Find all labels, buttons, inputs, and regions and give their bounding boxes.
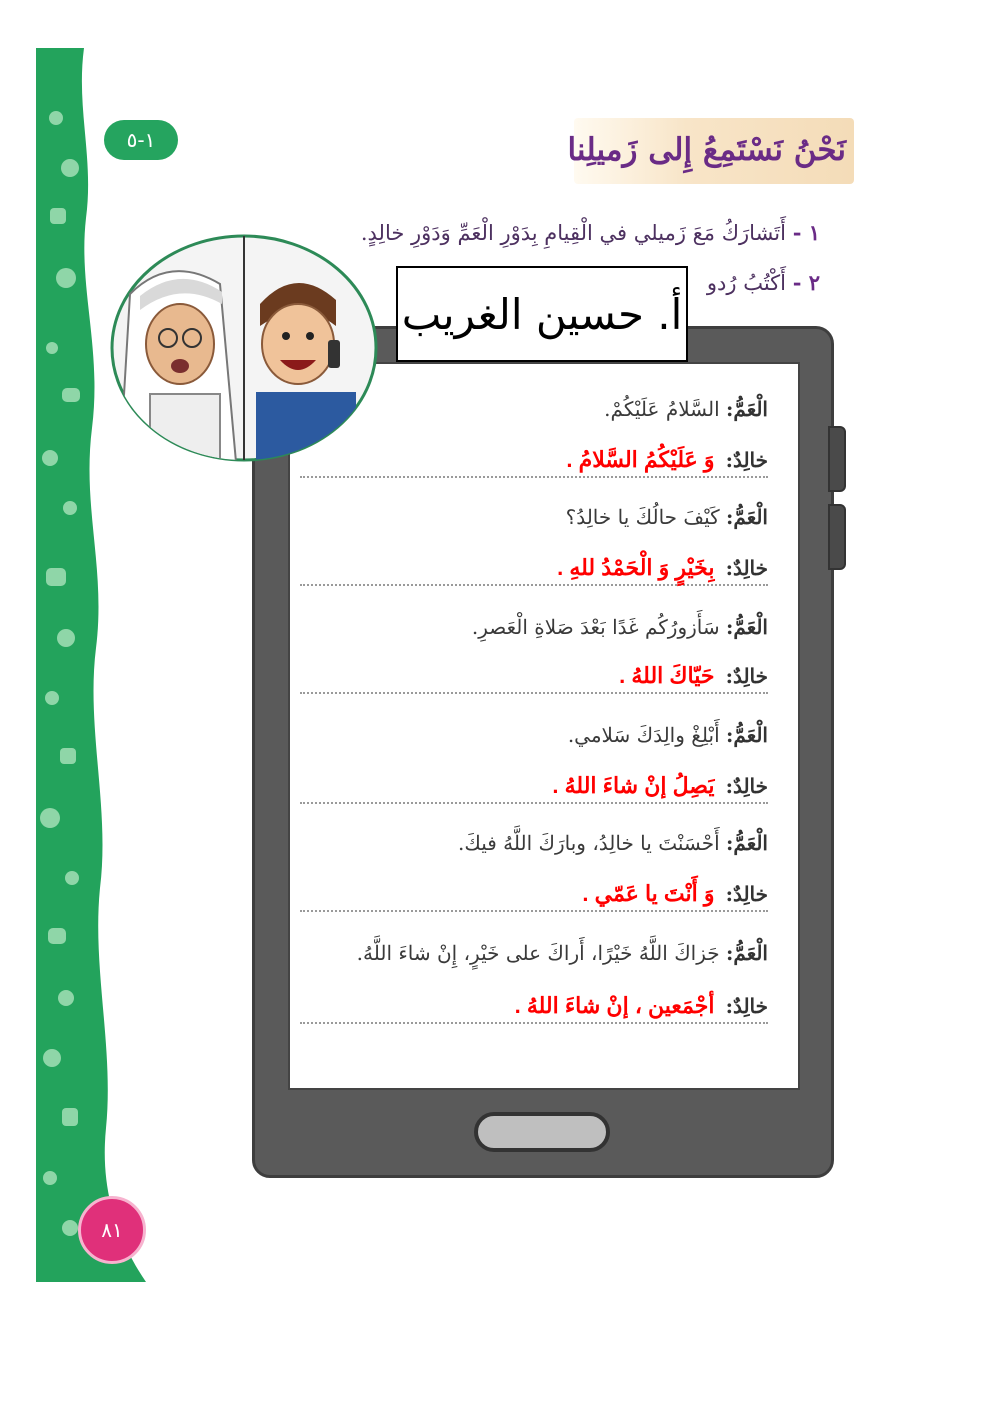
speaker-label: خالِدٌ: [725, 994, 768, 1018]
dialogue-line-uncle [300, 612, 768, 642]
dialogue-text: كَيْفَ حالُكَ يا خالِدُ؟ [565, 505, 720, 529]
instruction-text: أَكْتُبُ رُدو [706, 271, 786, 295]
dialogue-text: السَّلامُ عَلَيْكُمْ. [604, 397, 720, 421]
instruction-number: ٢ - [792, 270, 820, 295]
speaker-label: خالِدٌ: [725, 448, 768, 472]
tablet-side-button [828, 504, 846, 570]
answer-text: وَ عَلَيْكُمُ السَّلامُ . [566, 447, 715, 472]
speaker-label: الْعَمُّ: [726, 615, 768, 639]
speaker-label: خالِدٌ: [725, 882, 768, 906]
dialogue-line-uncle [300, 828, 768, 858]
dialogue-line-uncle [300, 502, 768, 532]
lesson-badge: ١-٥ [104, 120, 178, 160]
tablet-side-button [828, 426, 846, 492]
speaker-label: خالِدٌ: [725, 664, 768, 688]
speaker-label: الْعَمُّ: [726, 831, 768, 855]
dialogue-line-khalid [300, 552, 768, 586]
page-number: ٨١ [78, 1196, 146, 1264]
dialogue-line-khalid [300, 990, 768, 1024]
speaker-label: خالِدٌ: [725, 774, 768, 798]
answer-text: حَيّاكَ اللهُ . [619, 663, 715, 688]
answer-text: أجْمَعين ، إنْ شاءَ اللهُ . [514, 993, 715, 1018]
dialogue-line-uncle [300, 938, 768, 968]
answer-text: يَصِلُ إنْ شاءَ اللهُ . [552, 773, 715, 798]
speaker-label: الْعَمُّ: [726, 941, 768, 965]
characters-illustration [110, 234, 378, 462]
dialogue-line-khalid [300, 660, 768, 694]
answer-text: وَ أَنْتَ يا عَمّي . [582, 881, 715, 906]
tablet-home-button [474, 1112, 610, 1152]
dialogue-text: أَبْلِغْ والِدَكَ سَلامي. [567, 723, 720, 747]
dialogue-line-khalid [300, 770, 768, 804]
speaker-label: الْعَمُّ: [726, 723, 768, 747]
dialogue-text: سَأَزورُكُم غَدًا بَعْدَ صَلاةِ الْعَصرِ. [471, 615, 720, 639]
dialogue-text: جَزاكَ اللَّهُ خَيْرًا، أَراكَ على خَيْرٍ، إِنْ شاءَ اللَّهُ. [356, 941, 720, 965]
speaker-label: الْعَمُّ: [726, 505, 768, 529]
speaker-label: خالِدٌ: [725, 556, 768, 580]
dialogue-line-uncle [300, 720, 768, 750]
instruction-1 [330, 220, 820, 245]
student-name-box: أ. حسين الغريب [396, 266, 688, 362]
dialogue-text: أَحْسَنْتَ يا خالِدُ، وبارَكَ اللَّهُ فيكَ. [457, 831, 720, 855]
answer-text: بِخَيْرٍ وَ الْحَمْدُ للهِ . [557, 555, 715, 580]
instruction-number: ١ - [792, 220, 820, 245]
instruction-text: أَتَشارَكُ مَعَ زَميلي في الْقِيامِ بِدَوْرِ الْعَمِّ وَدَوْرِ خالِدٍ. [360, 221, 786, 245]
section-title: نَحْنُ نَسْتَمِعُ إِلى زَميلِنا [567, 132, 846, 168]
speaker-label: الْعَمُّ: [726, 397, 768, 421]
dialogue-line-khalid [300, 878, 768, 912]
